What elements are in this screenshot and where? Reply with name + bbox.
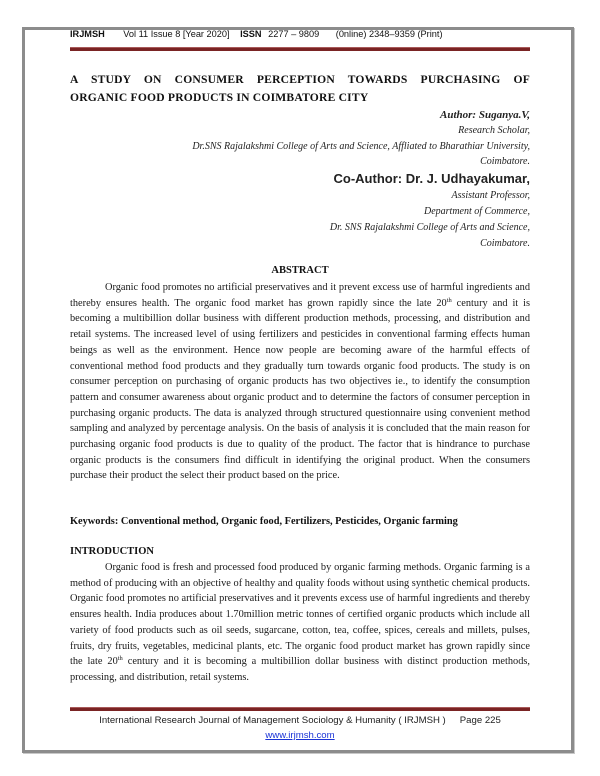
- keywords-line: Keywords: Conventional method, Organic food, Fertilizers, Pesticides, Organic farming: [70, 516, 458, 527]
- coauthor-block: [70, 169, 530, 252]
- abstract-text-part-1: Organic food promotes no artificial preservatives and it prevent excess use of harmful ingredients and thereby ensures health. The organic food market has grown rapidly since the late 20: [70, 282, 530, 309]
- paper-title: [70, 71, 530, 107]
- running-header: [70, 29, 540, 39]
- coauthor-affiliation-line: Assistant Professor,: [451, 190, 530, 201]
- introduction-heading: INTRODUCTION: [70, 546, 155, 557]
- volume-issue: Vol 11 Issue 8 [Year 2020]: [123, 29, 230, 39]
- issn-label: ISSN: [240, 29, 262, 39]
- paper-title-line-2: ORGANIC FOOD PRODUCTS IN COIMBATORE CITY: [70, 91, 369, 104]
- abstract-heading: ABSTRACT: [271, 265, 329, 276]
- issn-print: (0nline) 2348–9359 (Print): [335, 29, 443, 39]
- introduction-text-part-2: century and it is becoming a multibillion dollar business with distinct production methods, processing, and distribution, retail systems.: [70, 656, 530, 683]
- coauthor-affiliation-line: Coimbatore.: [480, 238, 530, 249]
- journal-abbreviation: IRJMSH: [70, 29, 105, 39]
- introduction-superscript: th: [117, 655, 123, 663]
- journal-full-name: International Research Journal of Management Sociology & Humanity ( IRJMSH ): [99, 715, 446, 726]
- introduction-paragraph: [70, 560, 530, 686]
- coauthor-affiliation-line: Department of Commerce,: [424, 206, 530, 217]
- author-affiliation-line: Dr.SNS Rajalakshmi College of Arts and Science, Affliated to Bharathiar University,: [192, 140, 530, 152]
- coauthor-affiliation-line: Dr. SNS Rajalakshmi College of Arts and Science,: [329, 222, 530, 233]
- header-rule: [70, 47, 530, 51]
- footer-rule: [70, 707, 530, 711]
- running-footer: [70, 715, 530, 726]
- introduction-text-part-1: Organic food is fresh and processed food produced by organic farming methods. Organic farming is a method of producing with an objective of healthy and quality foods without using synthetic chemical products. Organic food promotes no artificial preservatives and it prevents excess use of harmful ingredients and thereby ensures health. India produces about 1.70million metric tonnes of certified organic products which include all variety of food products such as oil seeds, sugarcane, cotton, tea, coffee, spices, cereals and millets, pulses, fruits, dry fruits, vegetables, medicinal plants, etc. The organic food product market has grown rapidly since the late 20: [70, 562, 530, 668]
- footer-url-container: [70, 730, 530, 741]
- abstract-paragraph: [70, 280, 530, 484]
- author-affiliation-line: Research Scholar,: [458, 125, 530, 136]
- page-number: Page 225: [459, 715, 501, 726]
- author-name: Author: Suganya.V,: [440, 109, 530, 121]
- coauthor-name: Co-Author: Dr. J. Udhayakumar,: [333, 171, 530, 186]
- journal-website-link[interactable]: www.irjmsh.com: [265, 730, 335, 741]
- author-affiliation-line: Coimbatore.: [480, 156, 530, 167]
- author-block: [70, 107, 530, 170]
- paper-title-line-1: A STUDY ON CONSUMER PERCEPTION TOWARDS PURCHASING OF: [70, 73, 530, 86]
- abstract-superscript: th: [446, 296, 452, 304]
- issn-online: 2277 – 9809: [268, 29, 320, 39]
- abstract-text-part-2: century and it is becoming a multibillion dollar business with different production methods, processing, and distribution and retail systems. The increased level of using fertilizers and pesticides in conventional farming effects human beings as well as the environment. Hence now people are becoming aware of the harmful effects of conventional method food products and they gradually turn towards organic food products. The study is on consumer perception on purchasing of organic products has two objectives ie., to identify the consumption pattern and consumer awareness about organic product and to determine the factors of consumer perception in purchasing organic products. The data is analyzed through structured questionnaire using convenient method sampling and analyzed by percentage analysis. On the basis of analysis it is concluded that the main reason for purchasing organic food products is due to quality of the product. The factor that is hindrance to purchase organic products is the consumers find difficult in identifying the original product. When the consumers purchase their product the select their product based on the price.: [70, 297, 530, 482]
